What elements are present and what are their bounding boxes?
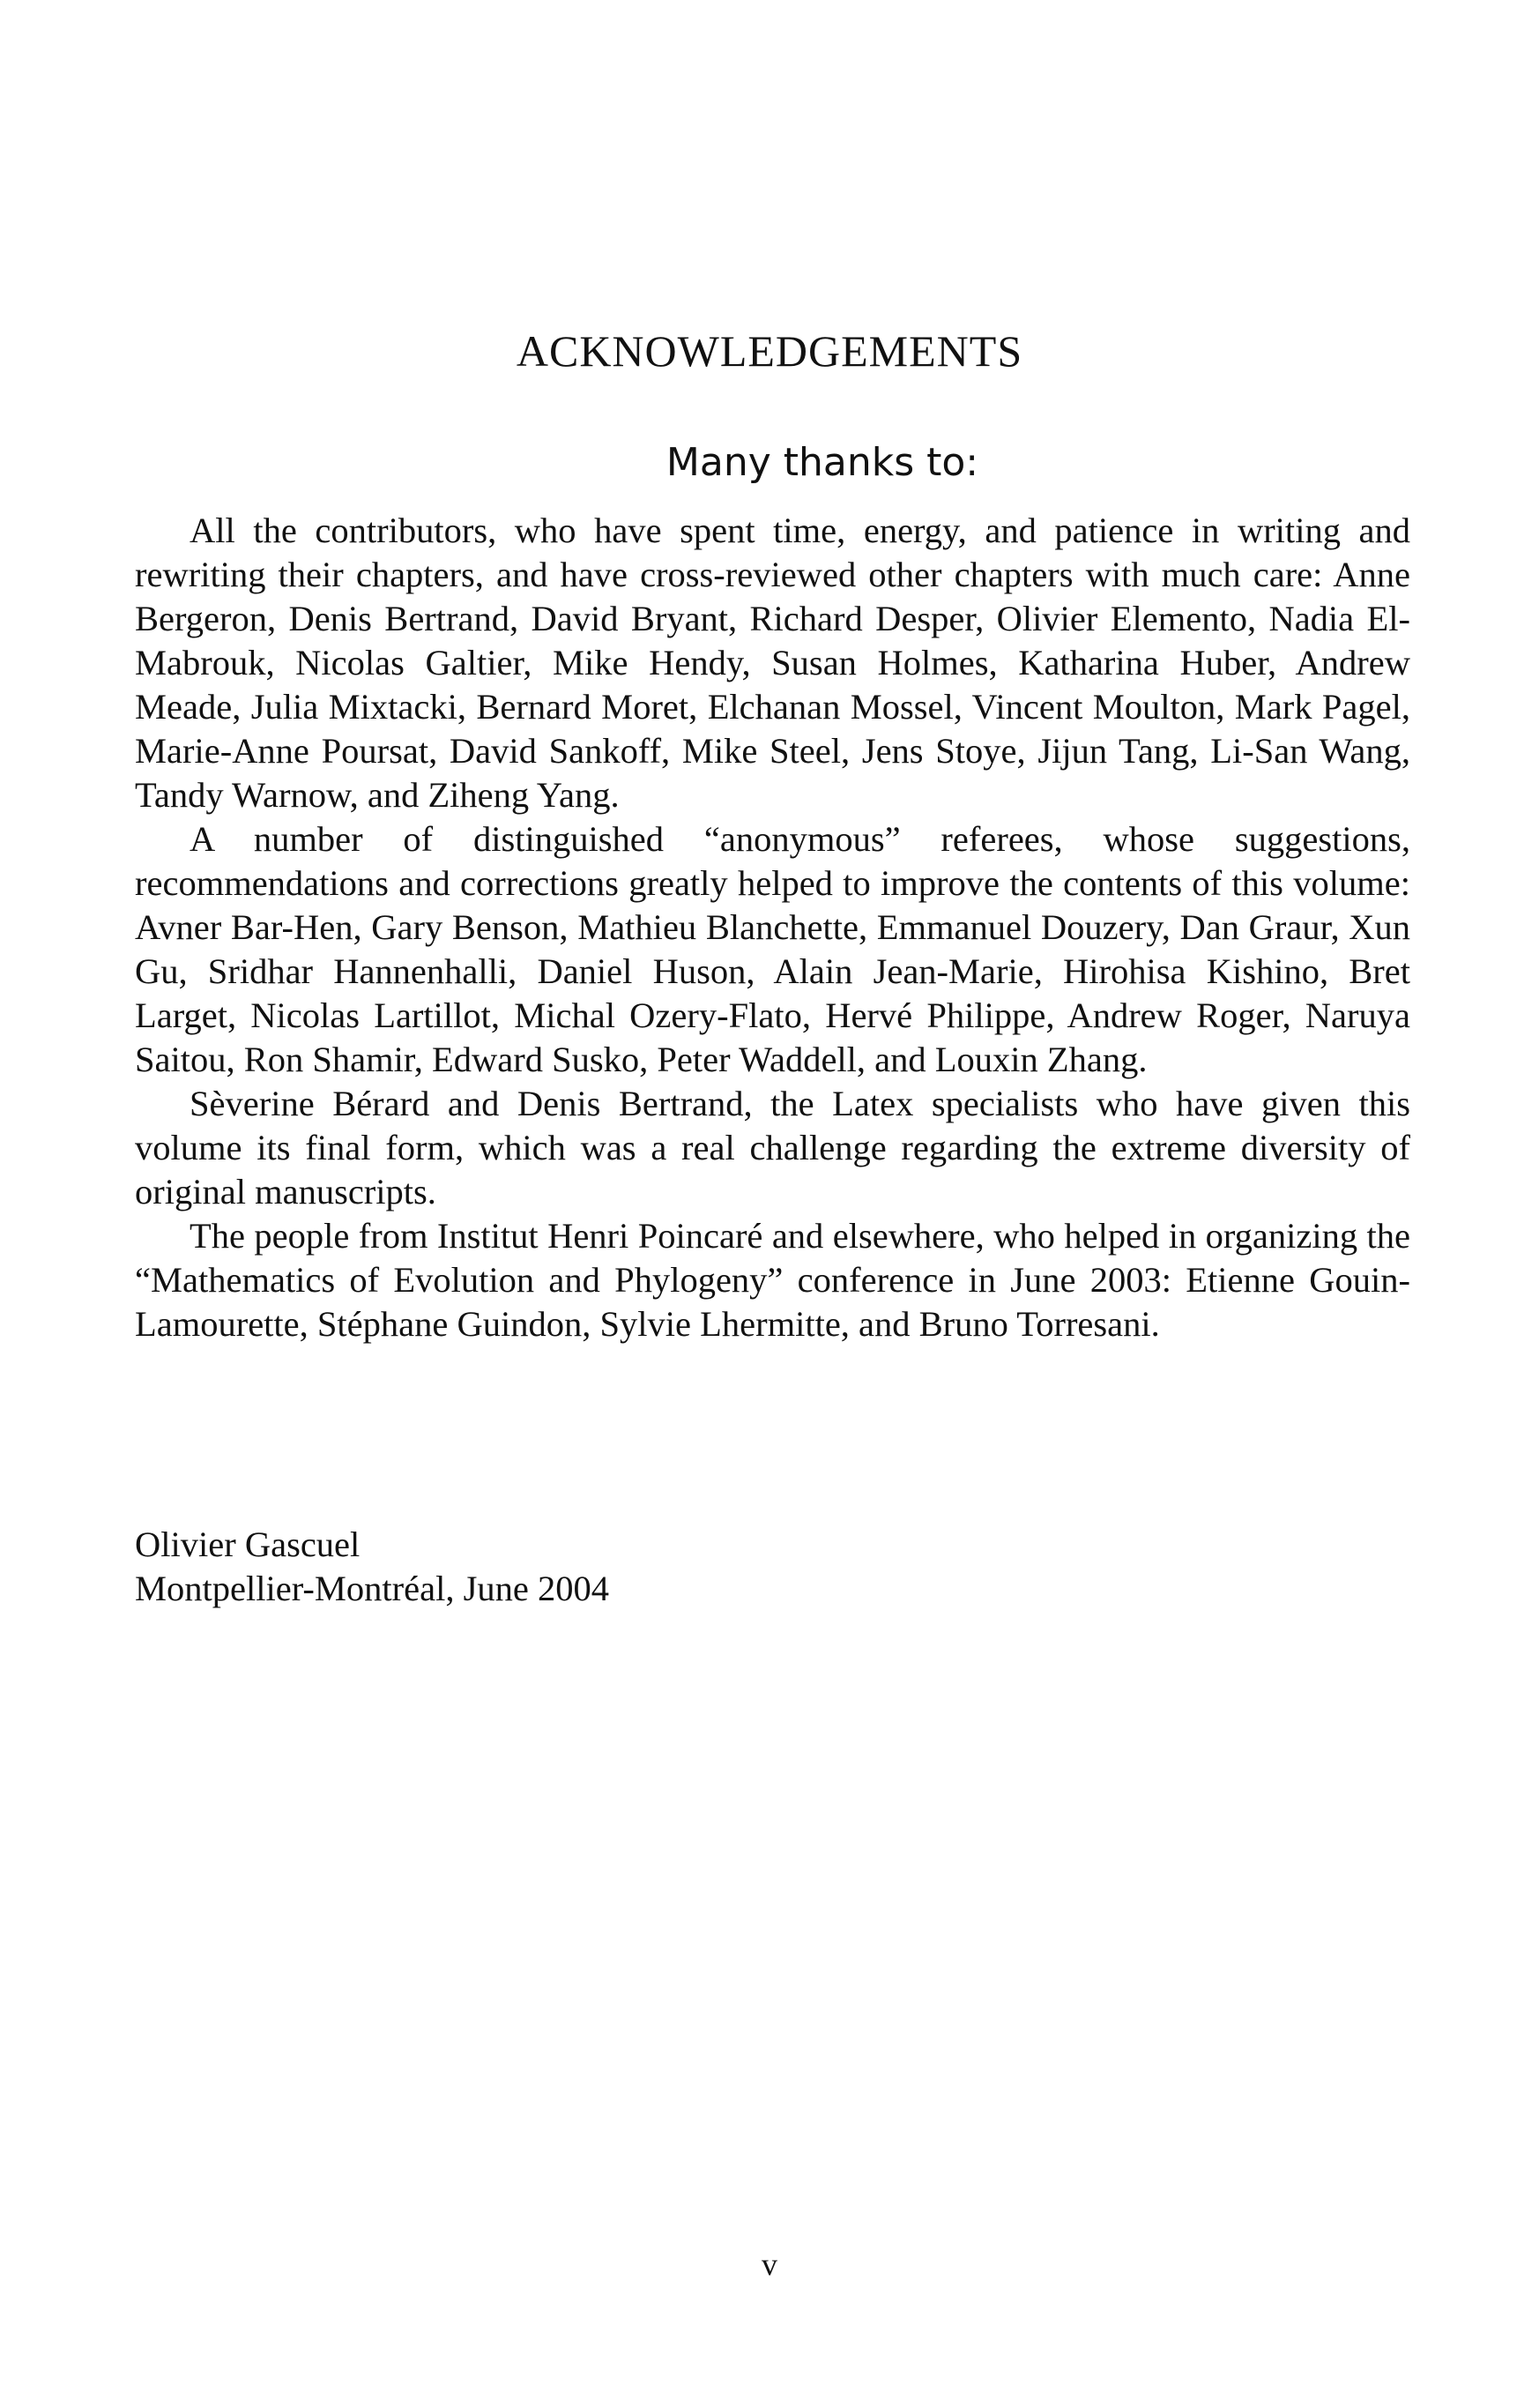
signature-place-date: Montpellier-Montréal, June 2004 [135,1569,609,1608]
subtitle: Many thanks to: [665,440,979,485]
acknowledgements-body [135,509,1410,1346]
signature-name: Olivier Gascuel [135,1525,361,1564]
paragraph-latex-specialists: Sèverine Bérard and Denis Bertrand, the Latex specialists who have given this volume its final form, which was a real challenge regarding the extreme diversity of original manuscripts. [135,1084,1410,1211]
paragraph-conference-organizers: The people from Institut Henri Poincaré and elsewhere, who helped in organizing the “Mathematics of Evolution and Phylogeny” conference in June 2003: Etienne Gouin-Lamourette, Stéphane Guindon, Sylvie Lhermitte, and Bruno Torresani. [135,1216,1410,1344]
paragraph-contributors: All the contributors, who have spent time, energy, and patience in writing and rewriting their chapters, and have cross-reviewed other chapters with much care: Anne Bergeron, Denis Bertrand, David Bryant, Richard Desper, Olivier Elemento, Nadia El-Mabrouk, Nicolas Galtier, Mike Hendy, Susan Holmes, Katharina Huber, Andrew Meade, Julia Mixtacki, Bernard Moret, Elchanan Mossel, Vincent Moulton, Mark Pagel, Marie-Anne Poursat, David Sankoff, Mike Steel, Jens Stoye, Jijun Tang, Li-San Wang, Tandy Warnow, and Ziheng Yang. [135,511,1410,815]
signature-block [135,1523,1016,1611]
paragraph-referees: A number of distinguished “anonymous” referees, whose suggestions, recommendations and corrections greatly helped to improve the contents of this volume: Avner Bar-Hen, Gary Benson, Mathieu Blanchette, Emmanuel Douzery, Dan Graur, Xun Gu, Sridhar Hannenhalli, Daniel Huson, Alain Jean-Marie, Hirohisa Kishino, Bret Larget, Nicolas Lartillot, Michal Ozery-Flato, Hervé Philippe, Andrew Roger, Naruya Saitou, Ron Shamir, Edward Susko, Peter Waddell, and Louxin Zhang. [135,819,1410,1079]
page-number: v [762,2247,777,2282]
page-title: ACKNOWLEDGEMENTS [516,326,1023,376]
